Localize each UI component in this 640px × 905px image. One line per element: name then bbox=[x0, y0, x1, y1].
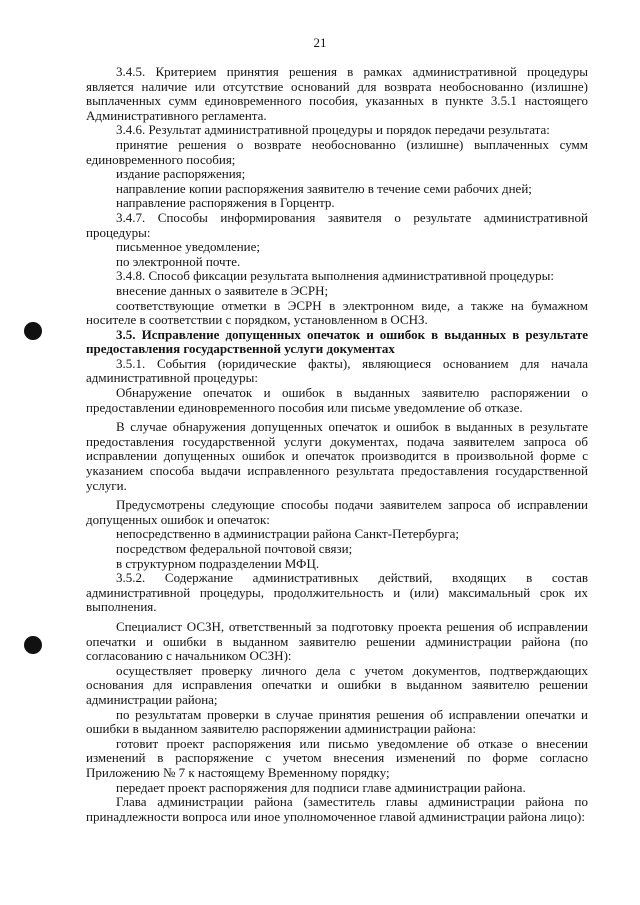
paragraph: направление копии распоряжения заявителю в течение семи рабочих дней; bbox=[116, 180, 532, 196]
paragraph: Обнаружение опечаток и ошибок в выданных заявителю распоряжении о предоставлении единовременного пособия или письме уведомление об отказе. bbox=[86, 385, 588, 415]
paragraph: 3.4.5. Критерием принятия решения в рамках административной процедуры является наличие или отсутствие оснований для возврата необоснованно (излишне) выплаченных сумм единовременного пособия, указанных в пункте 3.5.1 настоящего Административного регламента. bbox=[86, 64, 588, 123]
paragraph: 3.4.8. Способ фиксации результата выполнения административной процедуры: bbox=[116, 268, 555, 284]
paragraph: осуществляет проверку личного дела с учетом документов, подтверждающих основания для исправления опечатки и ошибки в выданном заявителю решении администрации района; bbox=[86, 662, 588, 707]
paragraph: 3.4.7. Способы информирования заявителя о результате административной процедуры: bbox=[86, 209, 588, 240]
paragraph: В случае обнаружения допущенных опечаток и ошибок в выданных в результате предоставления государственной услуги документах, подача заявителем запроса об исправлении допущенных ошибок и опечаток производится в произвольной форме с указанием способа выдачи исправленного результата предоставления государственной услуги. bbox=[86, 419, 588, 493]
paragraph: по электронной почте. bbox=[116, 253, 241, 269]
document-body bbox=[86, 65, 588, 824]
paragraph: 3.4.6. Результат административной процедуры и порядок передачи результата: bbox=[116, 122, 550, 138]
page-number: 21 bbox=[313, 35, 327, 50]
paragraph: в структурном подразделении МФЦ. bbox=[116, 555, 320, 571]
paragraph: непосредственно в администрации района Санкт-Петербурга; bbox=[116, 526, 460, 542]
paragraph: Предусмотрены следующие способы подачи заявителем запроса об исправлении допущенных ошибок и опечаток: bbox=[86, 497, 588, 527]
paragraph: 3.5.1. События (юридические факты), являющиеся основанием для начала административной процедуры: bbox=[86, 355, 588, 386]
paragraph: принятие решения о возврате необоснованно (излишне) выплаченных сумм единовременного пособия; bbox=[86, 136, 588, 167]
paragraph: Глава администрации района (заместитель главы администрации района по принадлежности вопроса или иное уполномоченное главой администрации района лицо): bbox=[86, 794, 588, 824]
paragraph: внесение данных о заявителе в ЭСРН; bbox=[116, 282, 329, 298]
paragraph: соответствующие отметки в ЭСРН в электронном виде, а также на бумажном носителе в соответствии с порядком, установленном в ОСНЗ. bbox=[86, 297, 588, 328]
section-heading bbox=[86, 328, 588, 357]
paragraph: 3.5.2. Содержание административных действий, входящих в состав административной процедуры, продолжительность и (или) максимальный срок их выполнения. bbox=[86, 570, 588, 615]
section-heading-text: 3.5. Исправление допущенных опечаток и ошибок в выданных в результате предоставления государственной услуги документах bbox=[86, 326, 588, 357]
paragraph: передает проект распоряжения для подписи главе администрации района. bbox=[116, 779, 526, 795]
paragraph: по результатам проверки в случае принятия решения об исправлении опечатки и ошибки в выданном заявителю распоряжении администрации района: bbox=[86, 706, 588, 737]
paragraph: посредством федеральной почтовой связи; bbox=[116, 541, 353, 556]
paragraph: письменное уведомление; bbox=[116, 239, 261, 255]
paragraph: издание распоряжения; bbox=[116, 166, 246, 182]
paragraph: Специалист ОСЗН, ответственный за подготовку проекта решения об исправлении опечатки и ошибки в выданном заявителю решении администрации района (по согласованию с начальником ОСЗН): bbox=[86, 618, 588, 664]
paragraph: направление распоряжения в Горцентр. bbox=[116, 195, 335, 211]
punch-hole bbox=[24, 322, 42, 340]
punch-hole bbox=[24, 636, 42, 654]
paragraph: готовит проект распоряжения или письмо уведомление об отказе о внесении изменений в распоряжение с учетом внесения изменений по форме согласно Приложению № 7 к настоящему Временному порядку; bbox=[86, 735, 588, 780]
